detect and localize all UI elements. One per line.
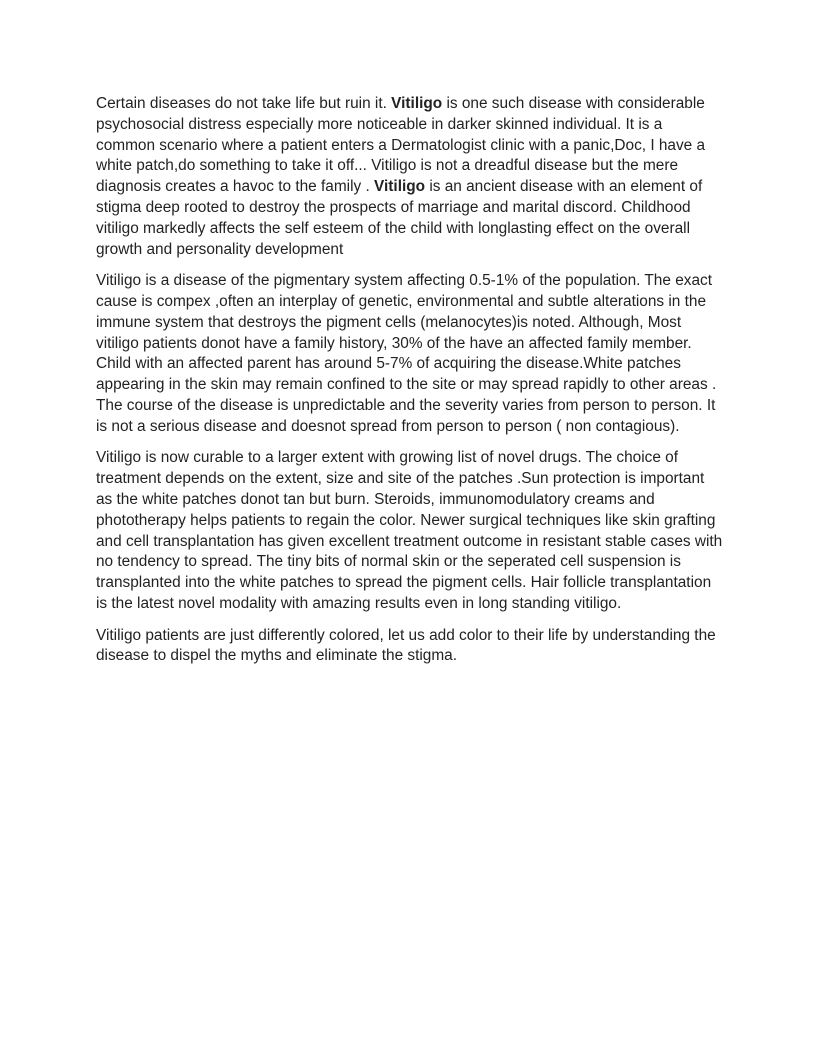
document-page — [96, 94, 724, 678]
keyword-vitiligo: Vitiligo — [374, 178, 426, 196]
keyword-vitiligo: Vitiligo — [391, 95, 443, 112]
paragraph-intro — [96, 94, 724, 260]
paragraph-intro-text-2: is one such disease with considerable psychosocial distress especially more noticeable in darker skinned individual. It is a common scenario where a patient enters a Dermatologist clinic with a panic,Doc, I have a white patch,do something to take it off... Vitiligo is not a dreadful disease but the mere diagnosis creates a havoc to the family . — [96, 95, 706, 196]
paragraph-intro-text-1: Certain diseases do not take life but ruin it. — [96, 95, 392, 112]
paragraph-cause: Vitiligo is a disease of the pigmentary system affecting 0.5-1% of the population. The exact cause is compex ,often an interplay of genetic, environmental and subtle alterations in the immune system that destroys the pigment cells (melanocytes)is noted. Although, Most vitiligo patients donot have a family history, 30% of the have an affected family member. Child with an affected parent has around 5-7% of acquiring the disease.White patches appearing in the skin may remain confined to the site or may spread rapidly to other areas . The course of the disease is unpredictable and the severity varies from person to person. It is not a serious disease and doesnot spread from person to person ( non contagious). — [96, 272, 717, 435]
paragraph-conclusion: Vitiligo patients are just differently colored, let us add color to their life by understanding the disease to dispel the myths and eliminate the stigma. — [96, 626, 716, 665]
paragraph-treatment: Vitiligo is now curable to a larger extent with growing list of novel drugs. The choice of treatment depends on the extent, size and site of the patches .Sun protection is important as the white patches donot tan but burn. Steroids, immunomodulatory creams and phototherapy helps patients to regain the color. Newer surgical techniques like skin grafting and cell transplantation has given excellent treatment outcome in resistant stable cases with no tendency to spread. The tiny bits of normal skin or the seperated cell suspension is transplanted into the white patches to spread the pigment cells. Hair follicle transplantation is the latest novel modality with amazing results even in long standing vitiligo. — [96, 449, 723, 612]
paragraph-intro-text-3: is an ancient disease with an element of stigma deep rooted to destroy the prospects of marriage and marital discord. Childhood vitiligo markedly affects the self esteem of the child with longlasting effect on the overall growth and personality development — [96, 178, 703, 258]
